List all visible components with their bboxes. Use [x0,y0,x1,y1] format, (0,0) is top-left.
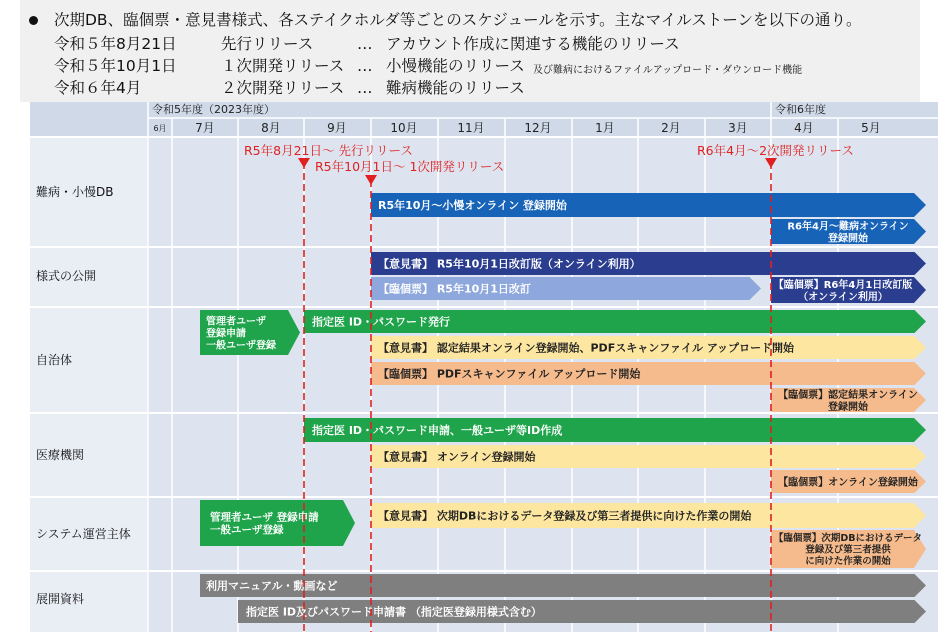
milestone-label: R5年10月1日～ 1次開発リリース [315,159,505,174]
milestone-separator: … [357,35,373,53]
schedule-bar-b5-label: 【臨個票】R6年4月1日改訂版 [773,279,913,291]
schedule-bar-b5-label: （オンライン利用） [798,291,888,303]
month-label: 4月 [794,121,814,135]
milestone-note-text: 及び難病におけるファイルアップロード・ダウンロード機能 [533,65,803,76]
schedule-bar-b2-label: 登録開始 [828,233,868,245]
schedule-bar-b6-label: 管理者ユーザ [206,316,266,328]
row-label-materials: 展開資料 [36,592,85,606]
row-label-forms: 様式の公開 [36,269,97,283]
schedule-bar-b16-label: に向けた作業の開始 [805,556,891,568]
schedule-bar-b10-label: 【臨個票】認定結果オンライン [778,389,918,401]
header-line: 次期DB、臨個票・意見書様式、各ステイクホルダ等ごとのスケジュールを示す。主なマイルストーンを以下の通り。 [54,11,862,29]
milestone-description: アカウント作成に関連する機能のリリース [386,35,680,53]
row-label-system-operator: システム運営主体 [36,527,131,541]
schedule-bar-b13-label: 【臨個票】オンライン登録開始 [778,477,918,489]
schedule-bar-b9-label: 【臨個票】 PDFスキャンファイル アップロード開始 [378,367,641,381]
row-label-nanbyo-db: 難病・小慢DB [36,185,114,199]
schedule-bar-b1-label: R5年10月～小慢オンライン 登録開始 [378,199,567,213]
milestone-date: 令和５年10月1日 [54,57,177,75]
milestone-label: R5年8月21日～ 先行リリース [244,143,413,158]
month-label: 1月 [595,121,615,135]
schedule-bar-b12-label: 【意見書】 オンライン登録開始 [378,450,536,464]
schedule-bar-b6-label: 一般ユーザ登録 [206,340,276,352]
milestone-name: ２次開発リリース [221,79,345,97]
schedule-bar-b3-label: 【意見書】 R5年10月1日改訂版（オンライン利用） [378,257,641,271]
month-label: 10月 [390,121,418,135]
month-label: 7月 [195,121,215,135]
month-label: 12月 [524,121,552,135]
milestone-name: 先行リリース [221,35,314,53]
schedule-bar-b6-label: 登録申請 [206,328,246,340]
schedule-bar-b7-label: 指定医 ID・パスワード発行 [312,315,451,329]
milestone-separator: … [357,79,373,97]
schedule-bar-b4-label: 【臨個票】 R5年10月1日改訂 [378,282,531,296]
month-label: 11月 [457,121,485,135]
schedule-bar-b10-label: 登録開始 [828,401,868,413]
fiscal-year-label: 令和6年度 [775,103,826,116]
month-label: 8月 [261,121,281,135]
schedule-bar-b17-label: 利用マニュアル・動画など [206,579,338,593]
month-label: 9月 [327,121,347,135]
month-label: 2月 [661,121,681,135]
schedule-bar-b15-label: 【意見書】 次期DBにおけるデータ登録及び第三者提供に向けた作業の開始 [378,509,752,523]
schedule-bar-b11-label: 指定医 ID・パスワード申請、一般ユーザ等ID作成 [312,424,563,438]
milestone-date: 令和６年4月 [54,79,142,97]
milestone-description: 小慢機能のリリース [386,57,525,75]
schedule-bar-b16-label: 【臨個票】次期DBにおけるデータ [773,533,923,545]
row-label-municipality: 自治体 [36,353,73,367]
fiscal-year-label: 令和5年度（2023年度） [152,103,275,116]
milestone-description: 難病機能のリリース [386,79,525,97]
schedule-bar-b14-label: 一般ユーザ登録 [210,524,284,537]
milestone-separator: … [357,57,373,75]
milestone-date: 令和５年8月21日 [54,35,177,53]
schedule-bar-b18-label: 指定医 ID及びパスワード申請書 （指定医登録用様式含む） [246,605,542,619]
row-label-medical-institution: 医療機関 [36,448,85,462]
milestone-label: R6年4月～2次開発リリース [697,143,854,158]
milestone-name: １次開発リリース [221,57,345,75]
schedule-bar-b8-label: 【意見書】 認定結果オンライン登録開始、PDFスキャンファイル アップロード開始 [378,341,795,355]
month-label: 5月 [861,121,881,135]
month-label: 6月 [153,124,167,133]
schedule-bar-b14-label: 管理者ユーザ 登録申請 [210,511,319,524]
schedule-bar-b2-label: R6年4月～難病オンライン [787,221,909,233]
month-label: 3月 [728,121,748,135]
schedule-bar-b16-label: 登録及び第三者提供 [805,544,891,556]
label-column [30,138,148,632]
